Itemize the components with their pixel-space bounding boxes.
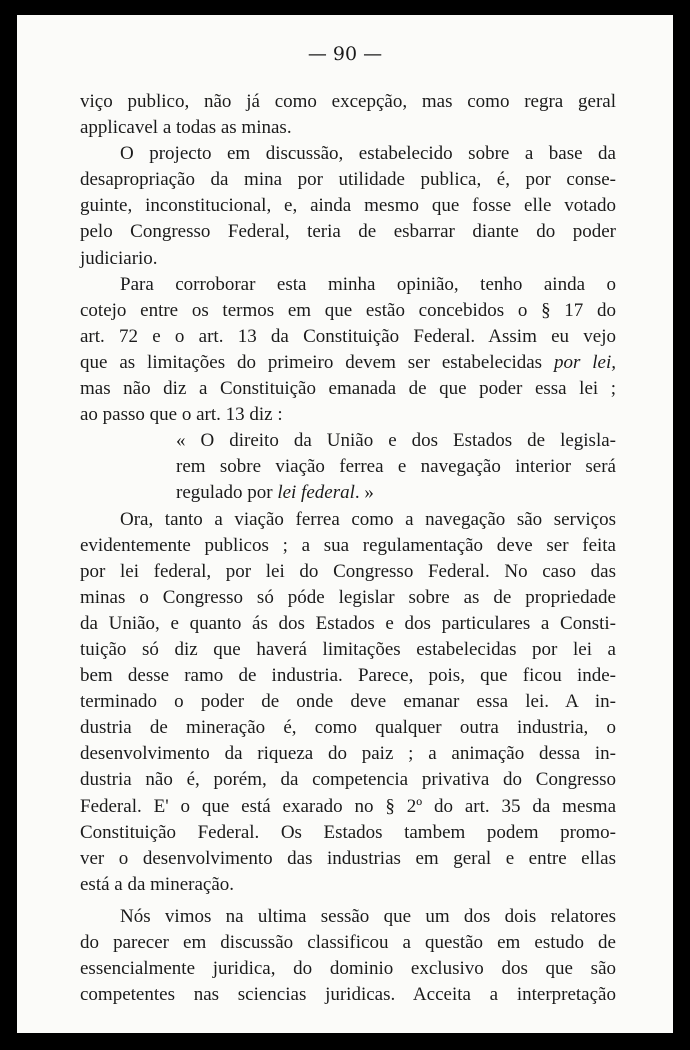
text-line: Federal. E' o que está exarado no § 2º do art. 35 da mesma [80,795,616,817]
text-segment: que as limitações do primeiro devem ser estabelecidas [80,351,543,373]
text-line: essencialmente juridica, do dominio exclusivo dos que são [80,958,616,980]
text-line: do parecer em discussão classificou a questão em estudo de [80,932,616,953]
quote-line: rem sobre viação ferrea e navegação interior será [176,456,616,478]
text-line: dustria não é, porém, da competencia privativa do Congresso [80,769,616,791]
text-line: ao passo que o art. 13 diz : [80,404,283,426]
text-line: tuição só diz que haverá limitações estabelecidas por lei a [80,638,616,660]
document-page [17,15,673,1033]
text-line: art. 72 e o art. 13 da Constituição Federal. Assim eu vejo [80,325,616,347]
text-line: da União, e quanto ás dos Estados e dos particulares a Consti- [80,612,616,634]
text-line: está a da mineração. [80,873,235,895]
text-segment: regulado por [176,482,273,504]
text-line: Constituição Federal. Os Estados tambem podem promo- [80,821,616,843]
text-segment: . » [354,482,374,504]
text-line: applicavel a todas as minas. [80,117,292,139]
text-line: dustria de mineração é, como qualquer outra industria, o [80,717,616,739]
text-line: O projecto em discussão, estabelecido sobre a base da [120,143,616,165]
text-line: Nós vimos na ultima sessão que um dos dois relatores [120,905,616,927]
italic-text: lei federal [277,482,355,504]
text-line: desenvolvimento da riqueza do paiz ; a animação dessa in- [80,743,616,765]
text-line: desapropriação da mina por utilidade publica, é, por conse- [80,169,616,191]
text-line: evidentemente publicos ; a sua regulamentação deve ser feita [80,534,616,556]
text-line: competentes nas sciencias juridicas. Acceita a interpretação [80,984,616,1006]
text-line: minas o Congresso só póde legislar sobre as de propriedade [80,586,616,608]
body-text [80,89,616,1008]
text-line: por lei federal, por lei do Congresso Federal. No caso das [80,560,616,582]
text-line: bem desse ramo de industria. Parece, pois, que ficou inde- [80,665,616,687]
text-line: guinte, inconstitucional, e, ainda mesmo que fosse elle votado [80,195,616,217]
text-line [80,350,616,376]
text-line: Para corroborar esta minha opinião, tenho ainda o [120,273,616,295]
page-number: — 90 — [307,43,383,65]
text-line: judiciario. [80,247,158,269]
text-line: pelo Congresso Federal, teria de esbarrar diante do poder [80,221,616,243]
text-line: viço publico, não já como excepção, mas como regra geral [80,91,616,112]
italic-text: por lei, [553,351,617,373]
text-line: ver o desenvolvimento das industrias em geral e entre ellas [80,847,616,869]
text-line: Ora, tanto a viação ferrea como a navegação são serviços [120,508,616,530]
text-line: mas não diz a Constituição emanada de que poder essa lei ; [80,378,616,400]
text-line: terminado o poder de onde deve emanar essa lei. A in- [80,691,616,713]
quote-line: « O direito da União e dos Estados de legisla- [176,430,616,452]
quote-line [80,480,616,506]
text-line: cotejo entre os termos em que estão concebidos o § 17 do [80,299,616,321]
